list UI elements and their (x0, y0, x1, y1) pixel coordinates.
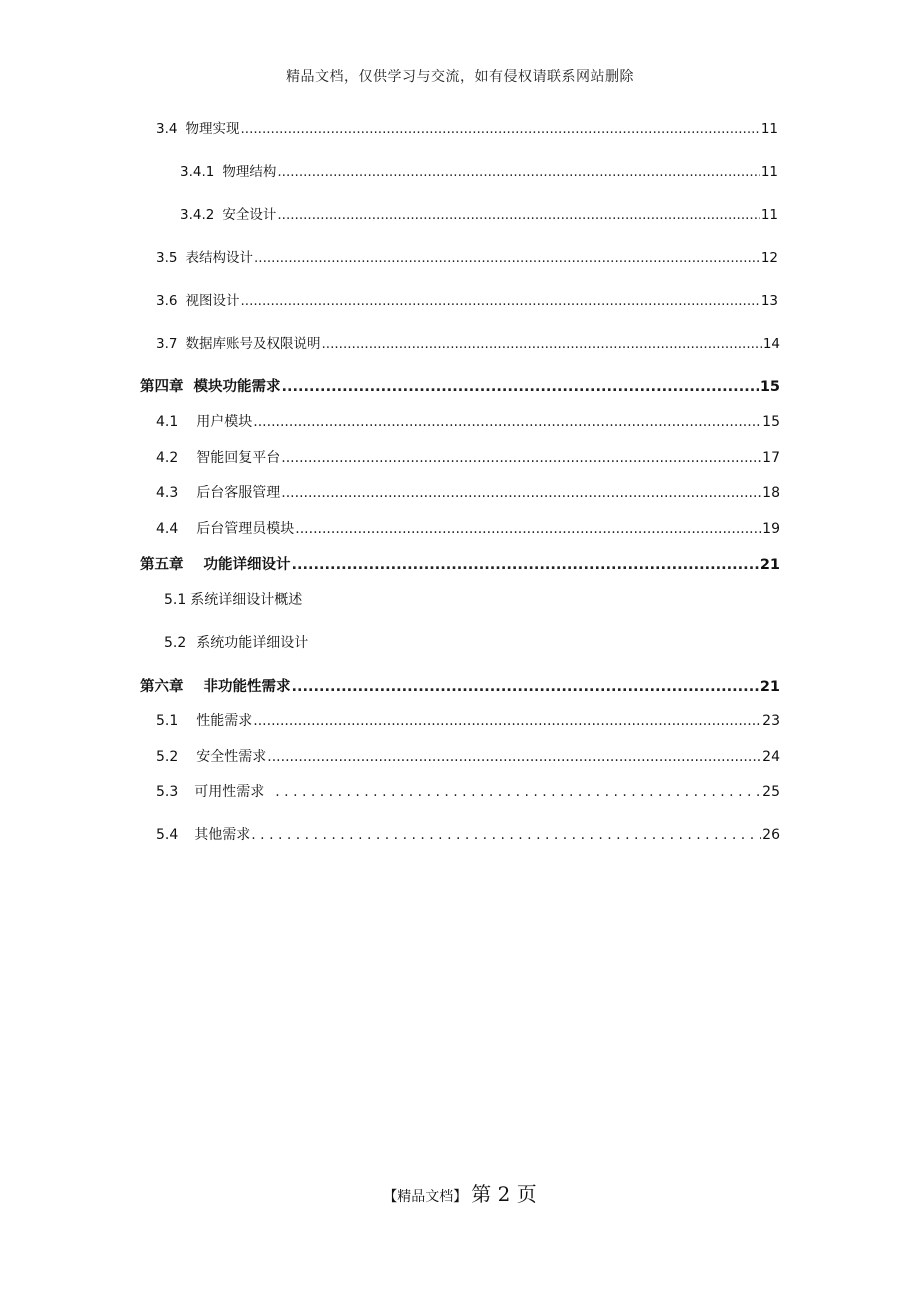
toc-entry-3-7[interactable] (156, 332, 780, 354)
toc-leader (267, 749, 761, 765)
page-header: 精品文档，仅供学习与交流，如有侵权请联系网站删除 (286, 69, 634, 85)
toc-page-number: 11 (760, 121, 778, 137)
toc-leader (275, 784, 761, 800)
toc-number: 5.3 (156, 784, 179, 800)
toc-page-number: 11 (760, 164, 778, 180)
toc-entry-4-3[interactable] (156, 482, 780, 504)
toc-leader (251, 827, 761, 843)
toc-entry-3-4[interactable] (156, 117, 778, 139)
toc-number: 5.2 (156, 749, 179, 765)
toc-title: 模块功能需求 (193, 379, 281, 395)
toc-page-number: 24 (762, 749, 780, 765)
toc-page-number: 17 (762, 450, 780, 466)
toc-leader (240, 293, 759, 309)
toc-entry-5-2-functions[interactable] (164, 632, 564, 654)
toc-leader (281, 450, 761, 466)
toc-chapter-4[interactable] (140, 375, 780, 397)
toc-entry-security[interactable] (156, 746, 780, 768)
toc-title: 性能需求 (196, 713, 253, 729)
toc-entry-3-4-1[interactable] (180, 160, 778, 182)
toc-title: 表结构设计 (185, 250, 253, 266)
toc-leader (282, 379, 759, 395)
toc-entry-3-4-2[interactable] (180, 203, 778, 225)
toc-page-number: 18 (762, 485, 780, 501)
toc-title: 用户模块 (196, 414, 253, 430)
toc-leader (253, 414, 761, 430)
toc-page-number: 15 (762, 414, 780, 430)
toc-leader (281, 485, 761, 501)
toc-title: 非功能性需求 (203, 679, 291, 695)
toc-title: 安全性需求 (196, 749, 267, 765)
toc-page-number: 12 (760, 250, 778, 266)
toc-page-number: 26 (762, 827, 780, 843)
toc-entry-performance[interactable] (156, 710, 780, 732)
toc-title: 智能回复平台 (196, 450, 281, 466)
toc-page-number: 21 (759, 557, 780, 573)
toc-entry-3-5[interactable] (156, 246, 778, 268)
toc-leader (240, 121, 759, 137)
toc-title: 系统详细设计概述 (190, 592, 303, 608)
toc-leader (292, 679, 759, 695)
toc-entry-other[interactable] (156, 824, 780, 846)
toc-leader (277, 164, 759, 180)
page-footer (0, 1178, 920, 1207)
toc-title: 其他需求 (194, 827, 251, 843)
toc-number: 3.7 (156, 336, 178, 352)
toc-number: 3.6 (156, 293, 178, 309)
toc-number: 5.2 (164, 635, 187, 651)
toc-chapter-5[interactable] (140, 553, 780, 575)
toc-title: 后台客服管理 (196, 485, 281, 501)
toc-page-number: 23 (762, 713, 780, 729)
toc-number: 5.1 (164, 592, 187, 608)
toc-number: 3.4.2 (180, 207, 215, 223)
toc-title: 物理实现 (185, 121, 240, 137)
toc-entry-4-2[interactable] (156, 447, 780, 469)
toc-page-number: 19 (762, 521, 780, 537)
toc-number: 5.1 (156, 713, 179, 729)
toc-number: 3.4.1 (180, 164, 215, 180)
footer-label: 【精品文档】 (383, 1189, 468, 1205)
toc-chapter-number: 第六章 (140, 679, 184, 695)
toc-number: 5.4 (156, 827, 179, 843)
toc-leader (295, 521, 761, 537)
toc-title: 系统功能详细设计 (196, 635, 309, 651)
toc-page-number: 14 (762, 336, 780, 352)
toc-leader (321, 336, 761, 352)
toc-number: 4.1 (156, 414, 179, 430)
toc-entry-4-1[interactable] (156, 411, 780, 433)
toc-leader (292, 557, 759, 573)
toc-title: 物理结构 (222, 164, 277, 180)
toc-leader (253, 713, 761, 729)
toc-number: 3.4 (156, 121, 178, 137)
toc-page-number: 13 (760, 293, 778, 309)
toc-title: 视图设计 (185, 293, 240, 309)
toc-leader (254, 250, 760, 266)
toc-leader (277, 207, 759, 223)
toc-number: 4.4 (156, 521, 179, 537)
toc-entry-3-6[interactable] (156, 289, 778, 311)
toc-number: 4.2 (156, 450, 179, 466)
toc-chapter-number: 第五章 (140, 557, 184, 573)
toc-number: 3.5 (156, 250, 178, 266)
toc-title: 后台管理员模块 (196, 521, 295, 537)
footer-page-number: 第 2 页 (471, 1182, 537, 1206)
toc-chapter-6[interactable] (140, 675, 780, 697)
toc-title: 可用性需求 (194, 784, 265, 800)
toc-entry-5-1-overview[interactable] (164, 589, 564, 611)
toc-title: 数据库账号及权限说明 (185, 336, 321, 352)
toc-entry-usability[interactable] (156, 781, 780, 803)
toc-chapter-number: 第四章 (140, 379, 184, 395)
toc-title: 安全设计 (222, 207, 277, 223)
toc-page-number: 25 (762, 784, 780, 800)
toc-number: 4.3 (156, 485, 179, 501)
toc-page-number: 15 (759, 379, 780, 395)
toc-title: 功能详细设计 (203, 557, 291, 573)
toc-page-number: 11 (760, 207, 778, 223)
toc-page-number: 21 (759, 679, 780, 695)
toc-entry-4-4[interactable] (156, 518, 780, 540)
